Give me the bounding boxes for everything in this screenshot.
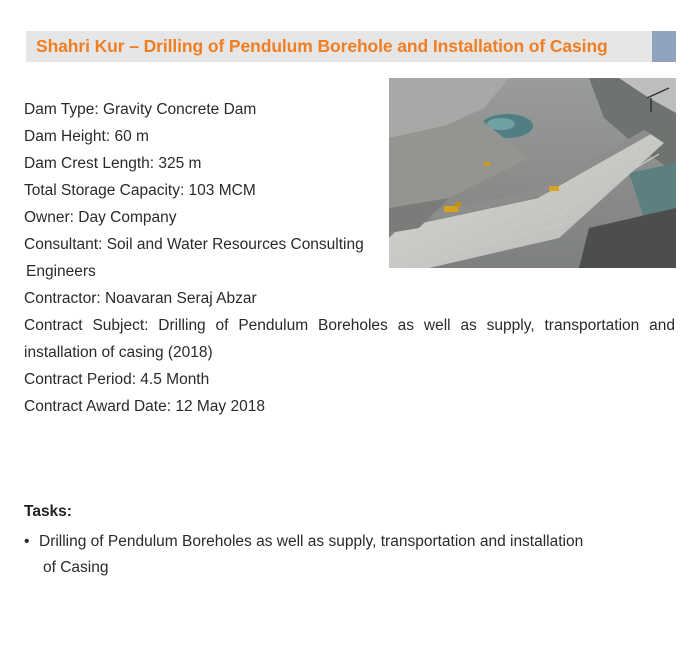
contract-period-line: Contract Period: 4.5 Month bbox=[24, 371, 210, 388]
project-info bbox=[24, 96, 675, 420]
title-bar bbox=[26, 31, 676, 62]
storage-capacity-line: Total Storage Capacity: 103 MCM bbox=[24, 182, 256, 199]
contract-subject-line: Contract Subject: Drilling of Pendulum Boreholes as well as supply, transportation and bbox=[24, 317, 675, 334]
task-text: Drilling of Pendulum Boreholes as well as supply, transportation and installation bbox=[39, 533, 584, 550]
consultant-line-continued: Engineers bbox=[26, 263, 96, 280]
task-text-continued: of Casing bbox=[43, 559, 109, 576]
bullet-icon: • bbox=[24, 533, 30, 550]
dam-height-line: Dam Height: 60 m bbox=[24, 128, 149, 145]
task-list-item bbox=[24, 529, 644, 581]
page-title: Shahri Kur – Drilling of Pendulum Borehole and Installation of Casing bbox=[36, 36, 608, 56]
tasks-heading: Tasks: bbox=[24, 503, 72, 520]
crest-length-line: Dam Crest Length: 325 m bbox=[24, 155, 202, 172]
title-accent-tab bbox=[652, 31, 676, 62]
award-date-line: Contract Award Date: 12 May 2018 bbox=[24, 398, 265, 415]
consultant-line: Consultant: Soil and Water Resources Consulting bbox=[24, 236, 364, 253]
contractor-line: Contractor: Noavaran Seraj Abzar bbox=[24, 290, 257, 307]
owner-line: Owner: Day Company bbox=[24, 209, 177, 226]
contract-subject-line-continued: installation of casing (2018) bbox=[24, 344, 213, 361]
dam-type-line: Dam Type: Gravity Concrete Dam bbox=[24, 101, 257, 118]
